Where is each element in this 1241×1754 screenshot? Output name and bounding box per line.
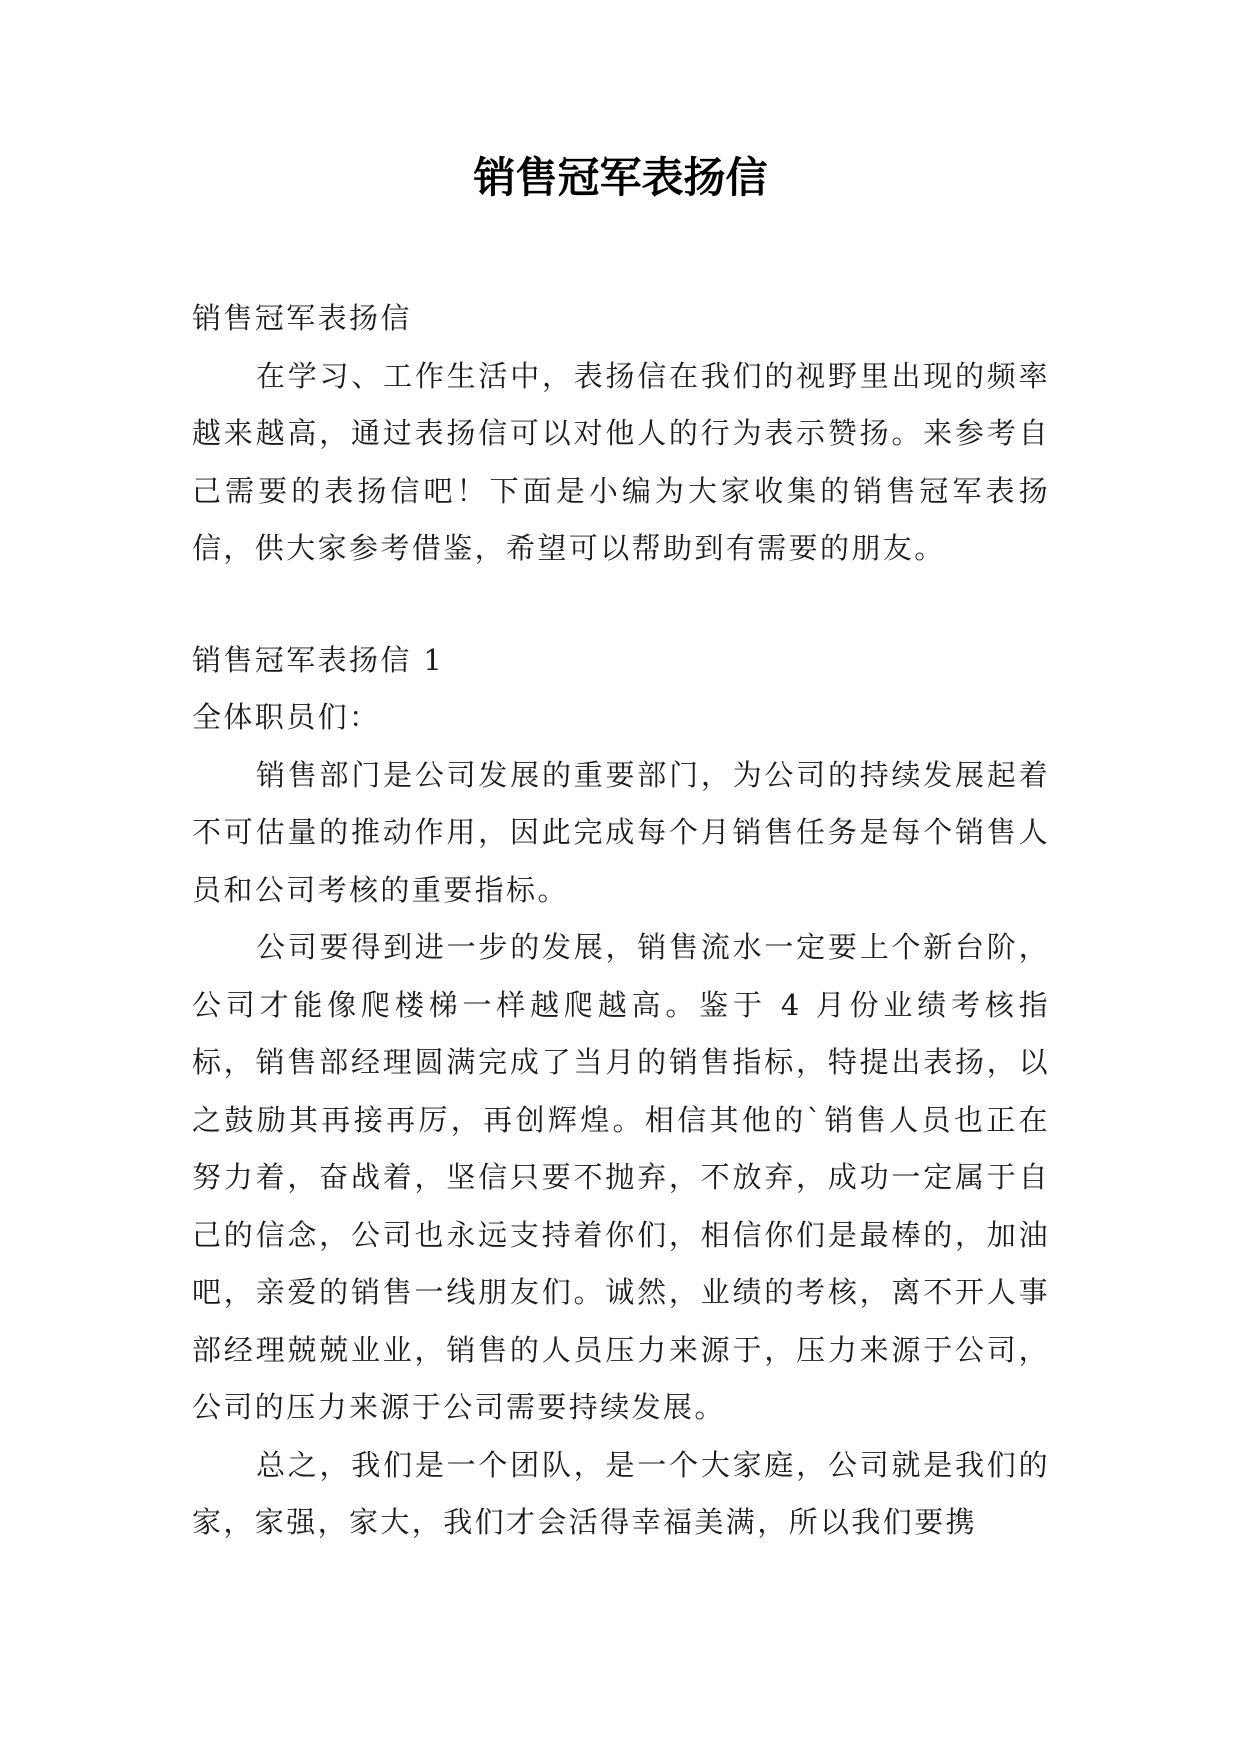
- body-paragraph: 总之，我们是一个团队，是一个大家庭，公司就是我们的家，家强，家大，我们才会活得幸福美满，所以我们要携: [192, 1447, 1050, 1539]
- section-heading: 销售冠军表扬信 1: [192, 642, 445, 677]
- body-paragraph: 公司要得到进一步的发展，销售流水一定要上个新台阶，公司才能像爬楼梯一样越爬越高。鉴于 4 月份业绩考核指标，销售部经理圆满完成了当月的销售指标，特提出表扬，以之鼓励其再接再厉，再创辉煌。相信其他的`销售人员也正在努力着，奋战着，坚信只要不抛弃，不放弃，成功一定属于自己的信念，公司也永远支持着你们，相信你们是最棒的，加油吧，亲爱的销售一线朋友们。诚然，业绩的考核，离不开人事部经理兢兢业业，销售的人员压力来源于，压力来源于公司，公司的压力来源于公司需要持续发展。: [192, 930, 1050, 1424]
- intro-paragraph: 在学习、工作生活中，表扬信在我们的视野里出现的频率越来越高，通过表扬信可以对他人的行为表示赞扬。来参考自己需要的表扬信吧！下面是小编为大家收集的销售冠军表扬信，供大家参考借鉴，希望可以帮助到有需要的朋友。: [192, 358, 1050, 565]
- document-title: 销售冠军表扬信: [473, 153, 768, 202]
- document-body: [192, 290, 1050, 1552]
- body-paragraph: 销售部门是公司发展的重要部门，为公司的持续发展起着不可估量的推动作用，因此完成每个月销售任务是每个销售人员和公司考核的重要指标。: [192, 757, 1050, 907]
- intro-heading: 销售冠军表扬信: [192, 301, 412, 335]
- salutation: 全体职员们：: [192, 700, 381, 734]
